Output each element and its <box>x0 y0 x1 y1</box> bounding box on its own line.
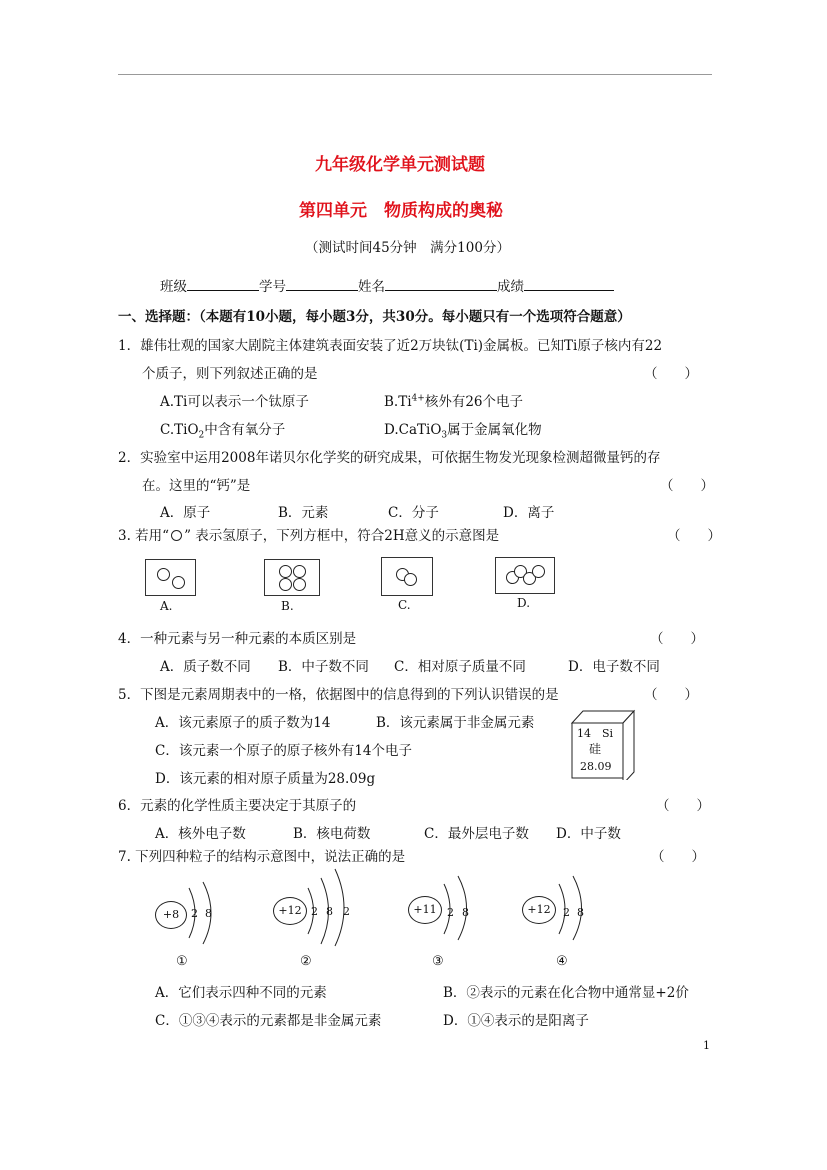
q7-option-c[interactable]: C．①③④表示的元素都是非金属元素 <box>155 1013 382 1029</box>
q1-option-d[interactable]: D.CaTiO$_3$属于金属氧化物 <box>384 422 542 441</box>
nucleus: +8 <box>155 901 187 929</box>
student-no-label: 学号 <box>259 279 286 295</box>
q5-paren[interactable]: （ ） <box>644 687 698 703</box>
q7-option-b[interactable]: B．②表示的元素在化合物中通常显+2价 <box>443 985 689 1001</box>
q6-option-a[interactable]: A．核外电子数 <box>155 826 246 842</box>
shell-count: 2 <box>563 906 570 919</box>
unit-subtitle: 第四单元 物质构成的奥秘 <box>299 201 503 221</box>
q4-option-d[interactable]: D．电子数不同 <box>568 659 660 675</box>
h-atom <box>279 578 292 591</box>
h-atom <box>293 578 306 591</box>
q1-option-b[interactable]: $B.Ti^{4+}$核外有26个电子 <box>384 393 524 410</box>
class-blank[interactable] <box>187 276 259 291</box>
q5-option-a[interactable]: A．该元素原子的质子数为14 <box>155 715 331 731</box>
nucleus: +12 <box>273 897 307 925</box>
name-blank[interactable] <box>385 276 497 291</box>
q7-paren[interactable]: （ ） <box>651 849 705 865</box>
q6-option-c[interactable]: C．最外层电子数 <box>424 826 529 842</box>
q3-label-c: C. <box>398 598 411 612</box>
q4-option-b[interactable]: B．中子数不同 <box>278 659 369 675</box>
q5-option-d[interactable]: D．该元素的相对原子质量为28.09g <box>155 771 376 787</box>
q1-option-a[interactable]: A.Ti可以表示一个钛原子 <box>160 394 309 410</box>
q5-option-b[interactable]: B．该元素属于非金属元素 <box>376 715 535 731</box>
shell-count: 8 <box>577 906 584 919</box>
q2-option-b[interactable]: B．元素 <box>278 505 329 521</box>
q3-label-b: B. <box>281 599 294 613</box>
q6-option-b[interactable]: B．核电荷数 <box>293 826 371 842</box>
element-symbol: Si <box>602 727 614 740</box>
atom-label: ④ <box>556 954 568 969</box>
q2-line2: 在。这里的“钙”是 <box>142 478 251 494</box>
q2-paren[interactable]: （ ） <box>660 478 714 494</box>
exam-info: （测试时间45分钟 满分100分） <box>305 240 510 256</box>
q1-paren[interactable]: （ ） <box>644 366 698 382</box>
shell-count: 8 <box>205 907 212 920</box>
q4-line1: 4．一种元素与另一种元素的本质区别是 <box>118 631 357 647</box>
electron-shells <box>555 872 595 944</box>
q3-box-b[interactable] <box>264 559 320 596</box>
q3-stem: 3. 若用“ ” 表示氢原子，下列方框中，符合2H意义的示意图是 <box>118 528 500 544</box>
score-label: 成绩 <box>497 279 524 295</box>
q6-option-d[interactable]: D．中子数 <box>556 826 621 842</box>
h-atom <box>279 565 292 578</box>
shell-count: 8 <box>462 906 469 919</box>
h-atom <box>172 576 185 589</box>
q7-option-d[interactable]: D．①④表示的是阳离子 <box>443 1013 589 1029</box>
q2-line1: 2．实验室中运用2008年诺贝尔化学奖的研究成果，可依据生物发光现象检测超微量钙的存 <box>118 450 661 466</box>
q2-option-d[interactable]: D．离子 <box>503 505 555 521</box>
atom-label: ② <box>300 954 312 969</box>
atomic-number: 14 <box>577 727 591 740</box>
q3-box-d[interactable] <box>495 557 555 594</box>
student-no-blank[interactable] <box>286 276 358 291</box>
h-atom <box>404 573 417 586</box>
q3-box-c[interactable] <box>381 557 433 596</box>
header-rule <box>118 74 712 75</box>
atom-label: ① <box>176 954 188 969</box>
q6-paren[interactable]: （ ） <box>656 798 710 814</box>
q2-option-a[interactable]: A．原子 <box>160 505 211 521</box>
nucleus: +12 <box>522 896 556 924</box>
h-atom <box>532 565 545 578</box>
q7-line1: 7. 下列四种粒子的结构示意图中，说法正确的是 <box>118 849 406 865</box>
q1-option-c[interactable]: C.TiO$_2$中含有氧分子 <box>160 422 286 441</box>
q3-label-d: D. <box>517 596 531 610</box>
q5-option-c[interactable]: C．该元素一个原子的原子核外有14个电子 <box>155 743 413 759</box>
exam-title: 九年级化学单元测试题 <box>315 155 485 175</box>
class-label: 班级 <box>160 279 187 295</box>
q3-paren[interactable]: （ ） <box>667 528 721 544</box>
name-label: 姓名 <box>358 279 385 295</box>
q4-option-a[interactable]: A．质子数不同 <box>160 659 251 675</box>
q2-option-c[interactable]: C．分子 <box>388 505 439 521</box>
q5-line1: 5．下图是元素周期表中的一格，依据图中的信息得到的下列认识错误的是 <box>118 687 559 703</box>
q1-line2: 个质子，则下列叙述正确的是 <box>142 366 318 382</box>
shell-count: 2 <box>191 907 198 920</box>
q4-paren[interactable]: （ ） <box>650 631 704 647</box>
info-fields <box>160 275 614 295</box>
shell-count: 2 <box>343 905 350 918</box>
element-name: 硅 <box>589 742 602 756</box>
shell-count: 2 <box>311 905 318 918</box>
q3-box-a[interactable] <box>145 559 196 596</box>
shell-count: 8 <box>326 905 333 918</box>
h-atom <box>157 568 170 581</box>
atom-label: ③ <box>432 954 444 969</box>
q4-option-c[interactable]: C．相对原子质量不同 <box>394 659 526 675</box>
page-number: 1 <box>703 1039 710 1052</box>
h-atom <box>293 565 306 578</box>
atomic-mass: 28.09 <box>580 760 612 773</box>
periodic-table-tile <box>570 708 640 780</box>
nucleus: +11 <box>408 896 442 924</box>
score-blank[interactable] <box>524 276 614 291</box>
hydrogen-atom-icon <box>171 530 182 541</box>
q1-line1: 1．雄伟壮观的国家大剧院主体建筑表面安装了近2万块钛(Ti)金属板。已知Ti原子核内有22 <box>118 338 663 354</box>
shell-count: 2 <box>447 906 454 919</box>
q3-label-a: A. <box>160 599 173 613</box>
section-heading: 一、选择题：（本题有10小题，每小题3分，共30分。每小题只有一个选项符合题意） <box>118 309 631 325</box>
electron-shells <box>440 872 480 944</box>
q7-option-a[interactable]: A．它们表示四种不同的元素 <box>155 985 327 1001</box>
q6-line1: 6．元素的化学性质主要决定于其原子的 <box>118 798 357 814</box>
